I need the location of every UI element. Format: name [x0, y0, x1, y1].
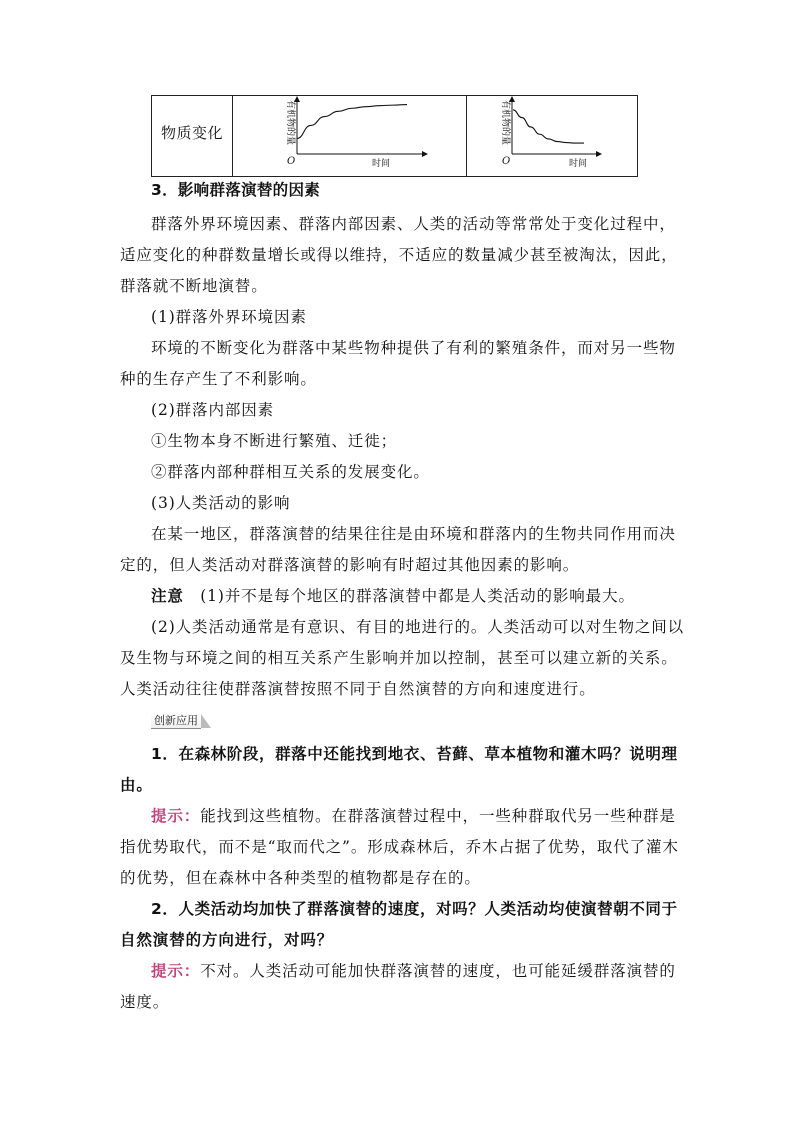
- innovation-application-tag: [151, 712, 211, 729]
- list-item: ①生物本身不断进行繁殖、迁徙；: [151, 432, 398, 450]
- x-axis-arrow: [596, 151, 602, 157]
- answer-line: 速度。: [120, 993, 170, 1011]
- paragraph-line: 适应变化的种群数量增长或得以维持，不适应的数量减少甚至被淘汰，因此，: [120, 246, 678, 264]
- origin-label: O: [502, 156, 511, 167]
- row-label: 物质变化: [161, 124, 224, 142]
- question-line: 1．在森林阶段，群落中还能找到地衣、苔藓、草本植物和灌木吗？说明理: [151, 745, 678, 763]
- tag-decoration: [201, 714, 211, 728]
- note-text: (1)并不是每个地区的群落演替中都是人类活动的影响最大。: [183, 587, 635, 605]
- series-line: [513, 110, 584, 143]
- paragraph-line: 人类活动往往使群落演替按照不同于自然演替的方向和速度进行。: [120, 680, 596, 698]
- x-axis-label: 时间: [569, 159, 588, 169]
- substance-change-table: [151, 95, 638, 177]
- answer-line: [151, 806, 711, 826]
- x-axis-label: 时间: [372, 159, 391, 169]
- y-axis-label: 有机物的量: [500, 100, 510, 146]
- note-line: [151, 586, 711, 606]
- subheading: (1)群落外界环境因素: [151, 308, 307, 326]
- question-line: 自然演替的方向进行，对吗？: [120, 931, 334, 949]
- paragraph-line: 群落就不断地演替。: [120, 277, 268, 295]
- answer-text: 能找到这些植物。在群落演替过程中，一些种群取代另一些种群是: [200, 807, 676, 825]
- x-axis-arrow: [422, 151, 428, 157]
- hint-label: 提示：: [151, 807, 201, 825]
- question-line: 由。: [120, 776, 153, 794]
- chart-left: [232, 96, 466, 176]
- subheading: (3)人类活动的影响: [151, 494, 291, 512]
- paragraph-line: 在某一地区，群落演替的结果往往是由环境和群落内的生物共同作用而决: [151, 525, 676, 543]
- paragraph-line: 种的生存产生了不利影响。: [120, 370, 317, 388]
- paragraph-line: (2)人类活动通常是有意识、有目的地进行的。人类活动可以对生物之间以: [151, 618, 685, 636]
- answer-line: 的优势，但在森林中各种类型的植物都是存在的。: [120, 869, 481, 887]
- subheading: (2)群落内部因素: [151, 401, 275, 419]
- series-line: [297, 105, 407, 139]
- row-label-cell: [152, 96, 233, 176]
- note-label: 注意: [151, 587, 184, 605]
- answer-line: 指优势取代，而不是“取而代之”。形成森林后，乔木占据了优势，取代了灌木: [120, 838, 679, 856]
- paragraph-line: 环境的不断变化为群落中某些物种提供了有利的繁殖条件，而对另一些物: [151, 339, 676, 357]
- answer-text: 不对。人类活动可能加快群落演替的速度，也可能延缓群落演替的: [200, 962, 676, 980]
- paragraph-line: 及生物与环境之间的相互关系产生影响并加以控制，甚至可以建立新的关系。: [120, 649, 678, 667]
- origin-label: O: [287, 156, 296, 167]
- chart-right: [466, 96, 637, 176]
- chart-left-cell: [232, 96, 467, 176]
- list-item: ②群落内部种群相互关系的发展变化。: [151, 463, 430, 481]
- paragraph-line: 群落外界环境因素、群落内部因素、人类的活动等常常处于变化过程中，: [151, 215, 676, 233]
- answer-line: [151, 961, 711, 981]
- hint-label: 提示：: [151, 962, 201, 980]
- y-axis-label: 有机物的量: [285, 100, 295, 146]
- paragraph-line: 定的，但人类活动对群落演替的影响有时超过其他因素的影响。: [120, 556, 580, 574]
- tag-label: 创新应用: [151, 712, 201, 729]
- section-heading: 3．影响群落演替的因素: [151, 181, 321, 199]
- question-line: 2．人类活动均加快了群落演替的速度，对吗？人类活动均使演替朝不同于: [151, 900, 678, 918]
- chart-right-cell: [466, 96, 637, 176]
